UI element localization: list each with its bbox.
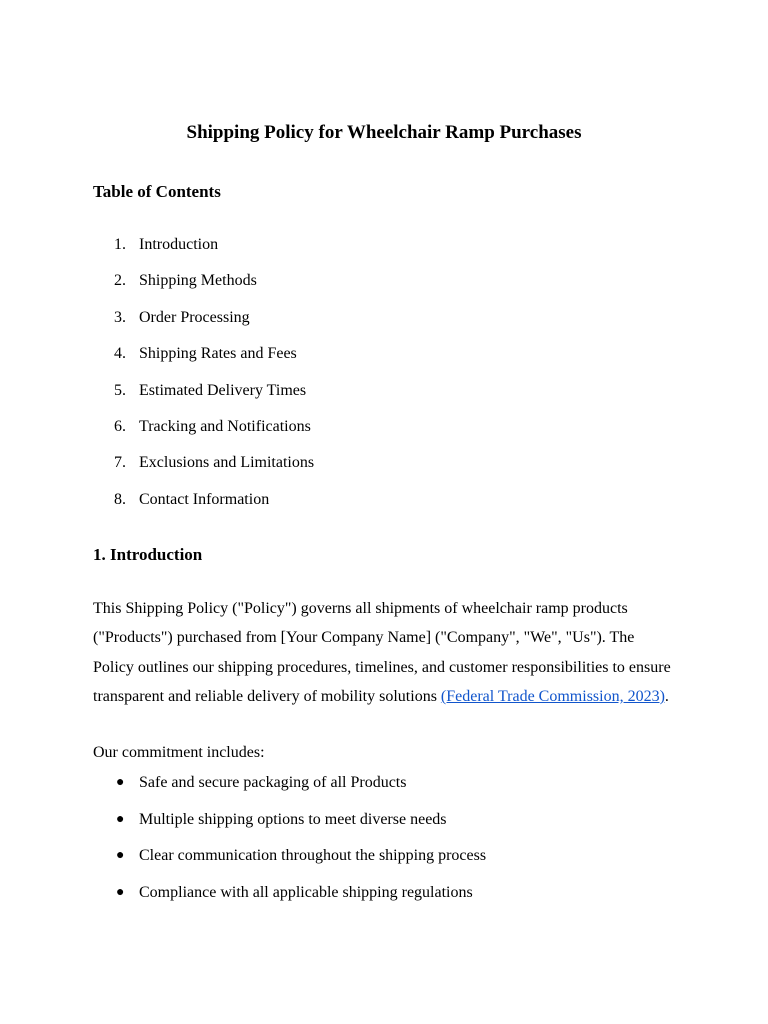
toc-item-number: 5. bbox=[114, 381, 126, 399]
toc-item-number: 6. bbox=[114, 417, 126, 435]
toc-item-label: Estimated Delivery Times bbox=[139, 381, 307, 399]
toc-item-number: 1. bbox=[114, 236, 126, 253]
toc-item-label: Contact Information bbox=[139, 490, 270, 508]
toc-item-label: Tracking and Notifications bbox=[139, 417, 311, 435]
commitment-text: Compliance with all applicable shipping regulations bbox=[139, 883, 473, 901]
toc-heading: Table of Contents bbox=[93, 182, 221, 201]
toc-item-number: 7. bbox=[114, 454, 126, 472]
toc-item-number: 4. bbox=[114, 345, 126, 363]
toc-item-label: Introduction bbox=[139, 236, 219, 253]
toc-item-label: Shipping Methods bbox=[139, 272, 257, 290]
introduction-period: . bbox=[664, 687, 669, 705]
bullet-icon: ● bbox=[116, 848, 125, 863]
toc-item-label: Exclusions and Limitations bbox=[139, 454, 315, 472]
bullet-icon: ● bbox=[116, 775, 125, 790]
document-title: Shipping Policy for Wheelchair Ramp Purchases bbox=[186, 122, 582, 143]
bullet-icon: ● bbox=[116, 811, 125, 827]
citation-link[interactable]: (Federal Trade Commission, 2023) bbox=[440, 687, 665, 705]
toc-item-number: 8. bbox=[114, 490, 126, 508]
toc-item-label: Order Processing bbox=[139, 308, 250, 326]
bullet-icon: ● bbox=[116, 884, 125, 900]
toc-item-label: Shipping Rates and Fees bbox=[139, 345, 297, 363]
introduction-heading: 1. Introduction bbox=[93, 545, 203, 564]
introduction-paragraph bbox=[93, 594, 673, 711]
toc-item-number: 2. bbox=[114, 272, 126, 290]
commitment-text: Multiple shipping options to meet diverse needs bbox=[139, 810, 447, 828]
commitment-intro: Our commitment includes: bbox=[93, 744, 265, 761]
commitment-text: Safe and secure packaging of all Products bbox=[139, 774, 407, 791]
introduction-text: This Shipping Policy ("Policy") governs all shipments of wheelchair ramp products ("Products") purchased from [Your Company Name] ("Company", "We", "Us"). The Policy outlines our shipping procedures, timelines, and customer responsibilities to ensure transparent and reliable delivery of mobility solutions bbox=[93, 600, 671, 705]
toc-item-number: 3. bbox=[114, 308, 126, 326]
commitment-text: Clear communication throughout the shipping process bbox=[139, 847, 487, 864]
